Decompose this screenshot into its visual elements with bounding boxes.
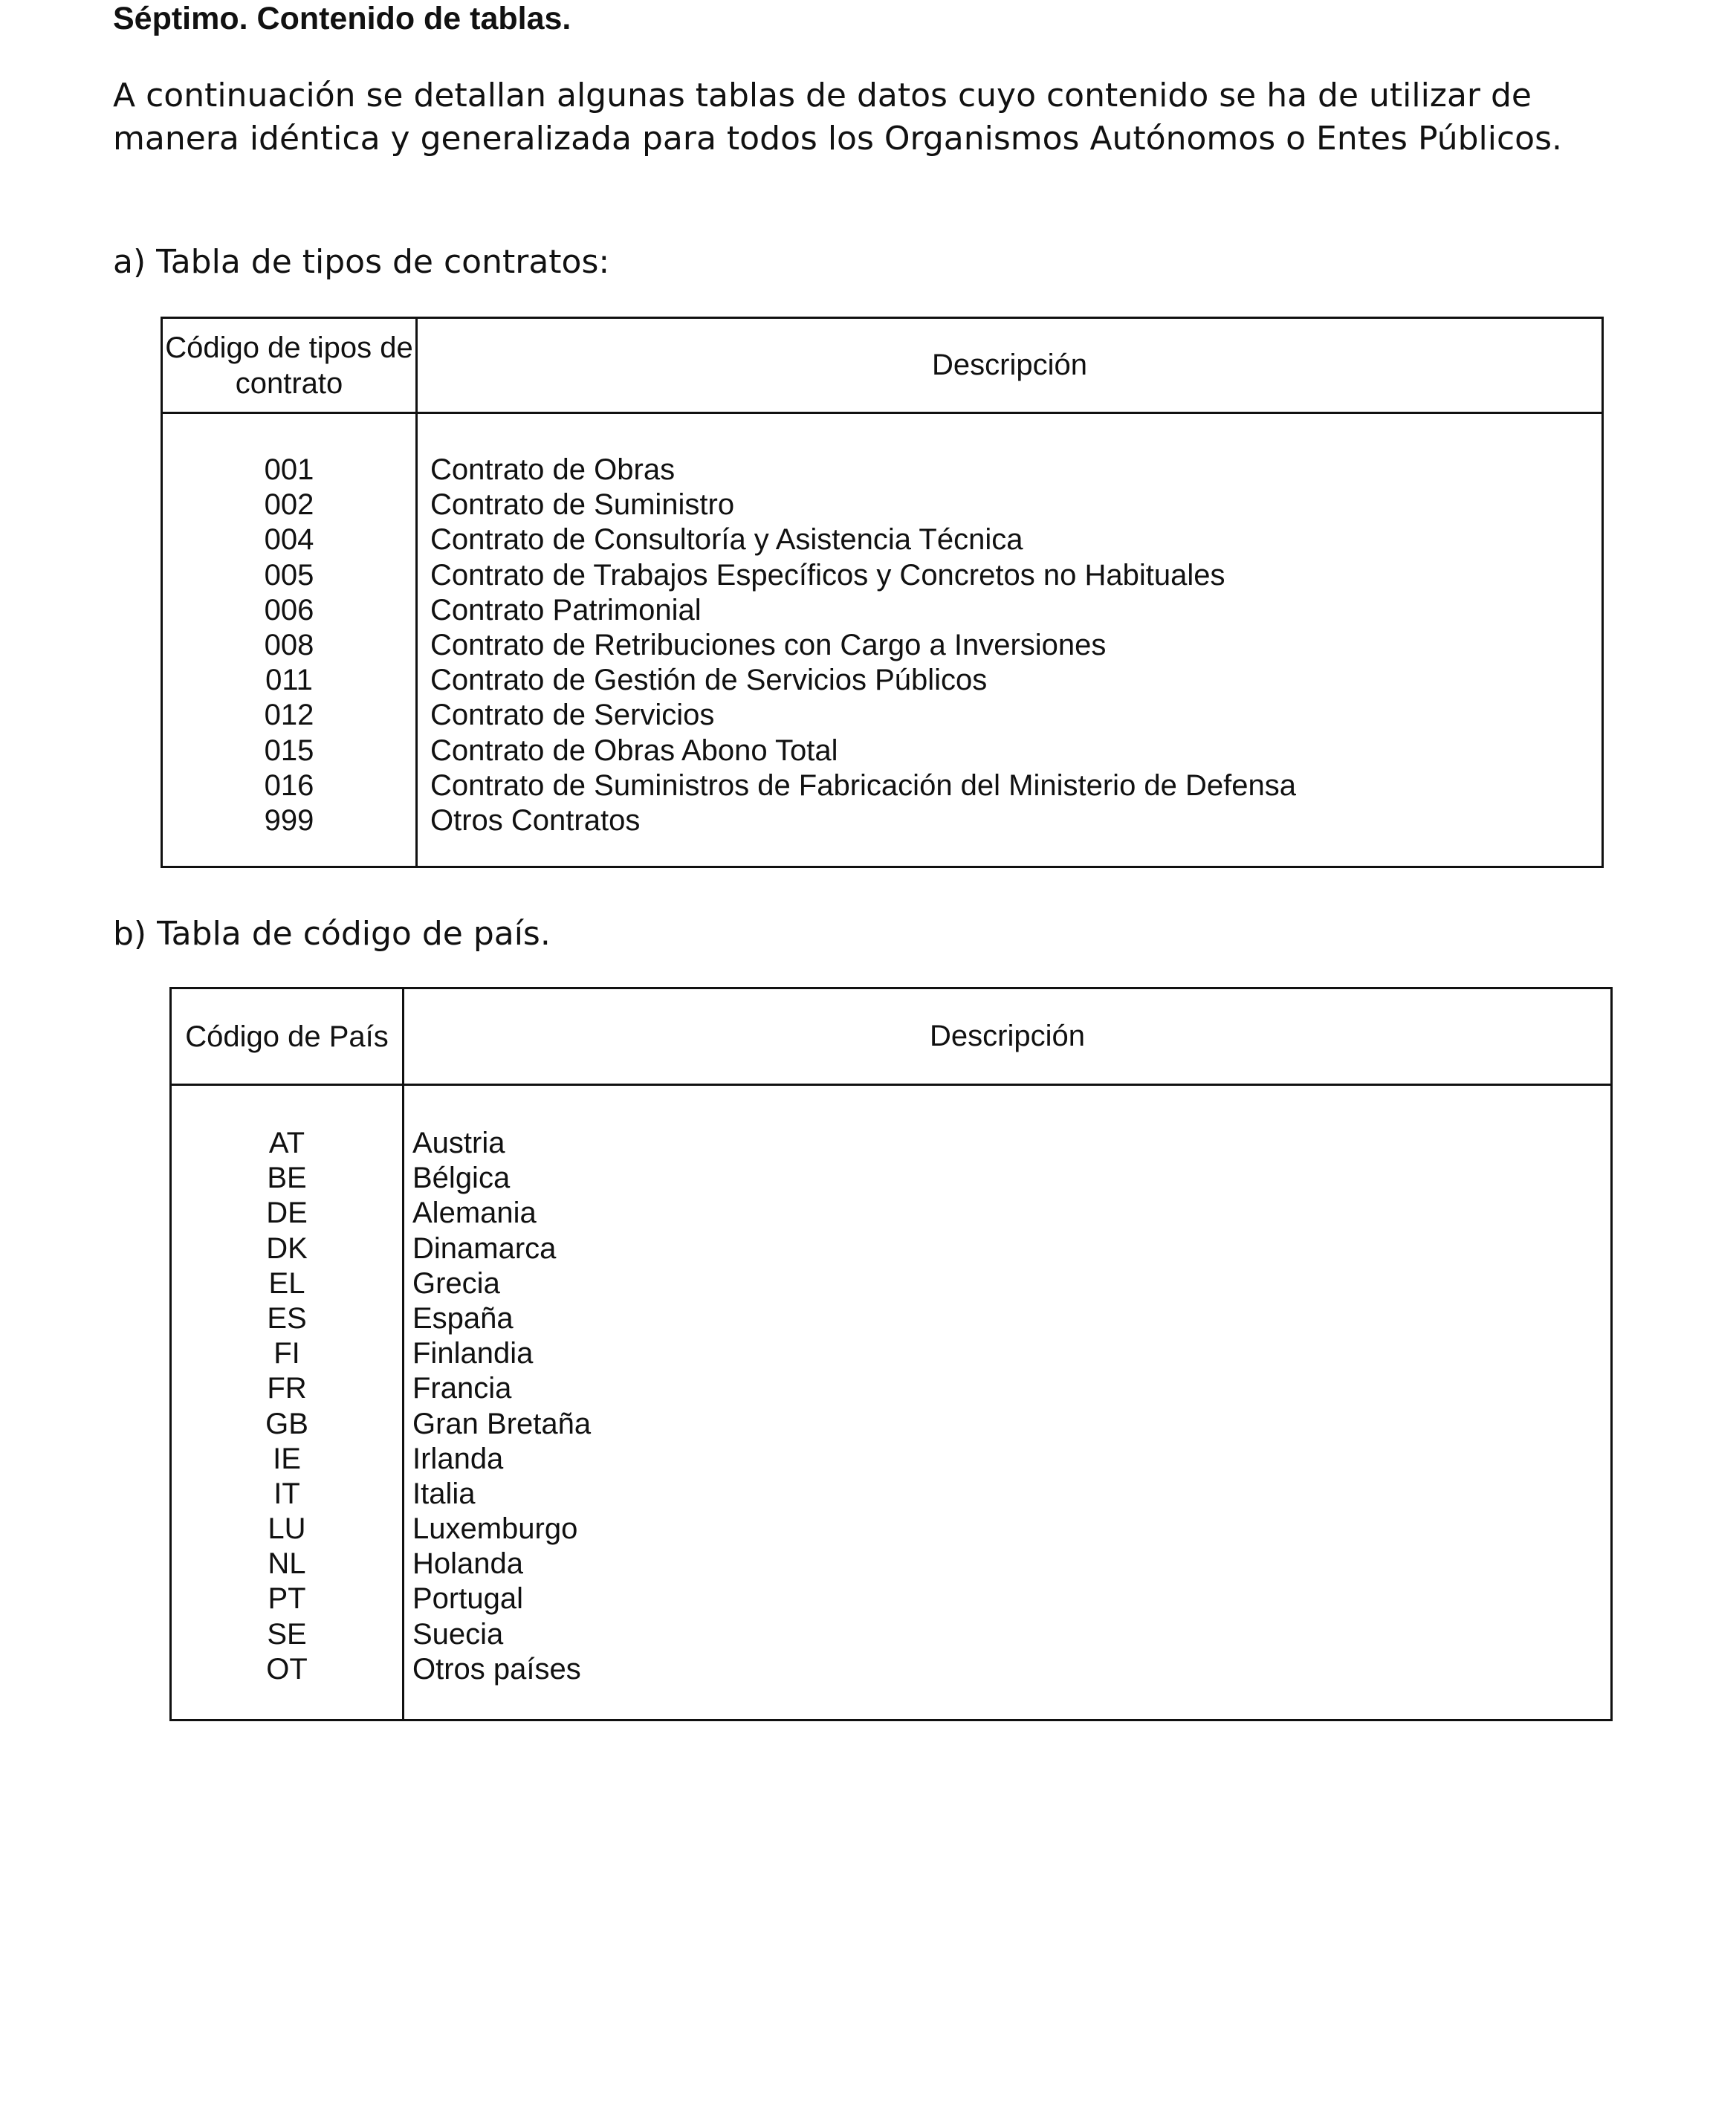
code-cell: FI bbox=[273, 1337, 300, 1370]
code-cell: 002 bbox=[264, 488, 314, 522]
description-cell: Holanda bbox=[412, 1547, 524, 1581]
description-cell: Gran Bretaña bbox=[412, 1407, 592, 1440]
code-cell: EL bbox=[268, 1266, 305, 1300]
contract-types-table bbox=[161, 317, 1604, 868]
code-cell: IT bbox=[273, 1477, 300, 1510]
code-cell: 005 bbox=[264, 558, 314, 592]
countries-table-label: b) Tabla de código de país. bbox=[113, 915, 551, 953]
table-row bbox=[163, 453, 1601, 488]
description-cell: Contrato de Suministros de Fabricación del Ministerio de Defensa bbox=[430, 768, 1297, 802]
code-cell: IE bbox=[273, 1442, 301, 1475]
code-cell: 011 bbox=[265, 664, 313, 697]
table-row bbox=[163, 522, 1601, 557]
code-cell: 006 bbox=[264, 593, 314, 627]
description-column-header: Descripción bbox=[930, 1020, 1085, 1052]
description-cell: Contrato de Obras Abono Total bbox=[430, 734, 838, 767]
table-row bbox=[172, 1617, 1610, 1652]
table-row bbox=[172, 1371, 1610, 1406]
description-cell: Contrato de Trabajos Específicos y Concretos no Habituales bbox=[430, 558, 1225, 592]
code-cell: DK bbox=[266, 1231, 308, 1265]
description-cell: Contrato Patrimonial bbox=[430, 593, 702, 627]
code-cell: GB bbox=[265, 1407, 308, 1440]
description-cell: Dinamarca bbox=[412, 1231, 557, 1265]
table-row bbox=[163, 558, 1601, 593]
table-row bbox=[172, 1196, 1610, 1231]
intro-paragraph: A continuación se detallan algunas tablas de datos cuyo contenido se ha de utilizar de manera idéntica y generalizada para todos los Organismos Autónomos o Entes Públicos. bbox=[113, 77, 1562, 158]
code-cell: FR bbox=[267, 1372, 307, 1405]
table-row bbox=[172, 1442, 1610, 1477]
table-row bbox=[163, 734, 1601, 768]
code-cell: 004 bbox=[264, 523, 314, 557]
table-body bbox=[172, 1126, 1610, 1687]
table-row bbox=[172, 1547, 1610, 1582]
description-cell: Contrato de Obras bbox=[430, 453, 676, 486]
table-row bbox=[172, 1336, 1610, 1371]
description-cell: Otros países bbox=[412, 1652, 581, 1686]
table-row bbox=[172, 1266, 1610, 1301]
description-cell: Austria bbox=[412, 1127, 505, 1159]
description-cell: Contrato de Suministro bbox=[430, 488, 735, 522]
table-row bbox=[172, 1652, 1610, 1687]
code-cell: 008 bbox=[264, 628, 314, 661]
table-row bbox=[172, 1512, 1610, 1547]
description-cell: Contrato de Gestión de Servicios Públicos bbox=[430, 664, 988, 697]
table-row bbox=[163, 488, 1601, 522]
code-cell: OT bbox=[266, 1652, 308, 1686]
code-cell: BE bbox=[267, 1162, 307, 1195]
description-cell: Alemania bbox=[412, 1197, 537, 1230]
table-row bbox=[172, 1407, 1610, 1442]
table-row bbox=[172, 1301, 1610, 1336]
contracts-table-label: a) Tabla de tipos de contratos: bbox=[113, 243, 610, 281]
table-row bbox=[172, 1126, 1610, 1161]
code-cell: LU bbox=[268, 1512, 306, 1546]
code-cell: SE bbox=[267, 1617, 307, 1651]
code-cell: AT bbox=[268, 1127, 305, 1159]
code-column-header: Código de tipos de contrato bbox=[165, 331, 413, 400]
table-header bbox=[163, 319, 1601, 414]
table-row bbox=[163, 768, 1601, 803]
table-body bbox=[163, 453, 1601, 838]
description-cell: Bélgica bbox=[412, 1162, 511, 1195]
code-cell: NL bbox=[268, 1547, 306, 1581]
description-cell: Italia bbox=[412, 1477, 476, 1510]
table-row bbox=[172, 1231, 1610, 1266]
description-cell: Contrato de Retribuciones con Cargo a Inversiones bbox=[430, 628, 1107, 661]
description-cell: Suecia bbox=[412, 1617, 504, 1651]
code-column-header: Código de País bbox=[185, 1020, 389, 1053]
code-cell: 999 bbox=[264, 803, 314, 837]
table-row bbox=[163, 663, 1601, 698]
description-cell: Irlanda bbox=[412, 1442, 504, 1475]
country-codes-table bbox=[169, 987, 1613, 1721]
description-cell: Francia bbox=[412, 1372, 512, 1405]
code-cell: DE bbox=[266, 1197, 308, 1230]
description-cell: Otros Contratos bbox=[430, 803, 641, 837]
table-row bbox=[172, 1582, 1610, 1616]
code-cell: 015 bbox=[264, 734, 314, 767]
code-cell: 001 bbox=[264, 453, 314, 486]
description-cell: Grecia bbox=[412, 1266, 500, 1300]
code-cell: ES bbox=[267, 1301, 307, 1335]
code-cell: PT bbox=[268, 1582, 306, 1616]
description-cell: Contrato de Servicios bbox=[430, 699, 715, 732]
code-cell: 016 bbox=[264, 768, 314, 802]
description-cell: España bbox=[412, 1301, 514, 1335]
table-row bbox=[172, 1161, 1610, 1196]
table-row bbox=[163, 593, 1601, 628]
description-cell: Contrato de Consultoría y Asistencia Técnica bbox=[430, 523, 1023, 557]
table-row bbox=[163, 803, 1601, 838]
table-row bbox=[163, 698, 1601, 733]
description-column-header: Descripción bbox=[932, 349, 1087, 381]
table-row bbox=[163, 628, 1601, 663]
table-row bbox=[172, 1477, 1610, 1512]
description-cell: Luxemburgo bbox=[412, 1512, 578, 1546]
description-cell: Finlandia bbox=[412, 1337, 534, 1370]
section-heading: Séptimo. Contenido de tablas. bbox=[113, 1, 571, 36]
code-cell: 012 bbox=[264, 699, 314, 732]
description-cell: Portugal bbox=[412, 1582, 523, 1616]
table-header bbox=[172, 989, 1610, 1086]
